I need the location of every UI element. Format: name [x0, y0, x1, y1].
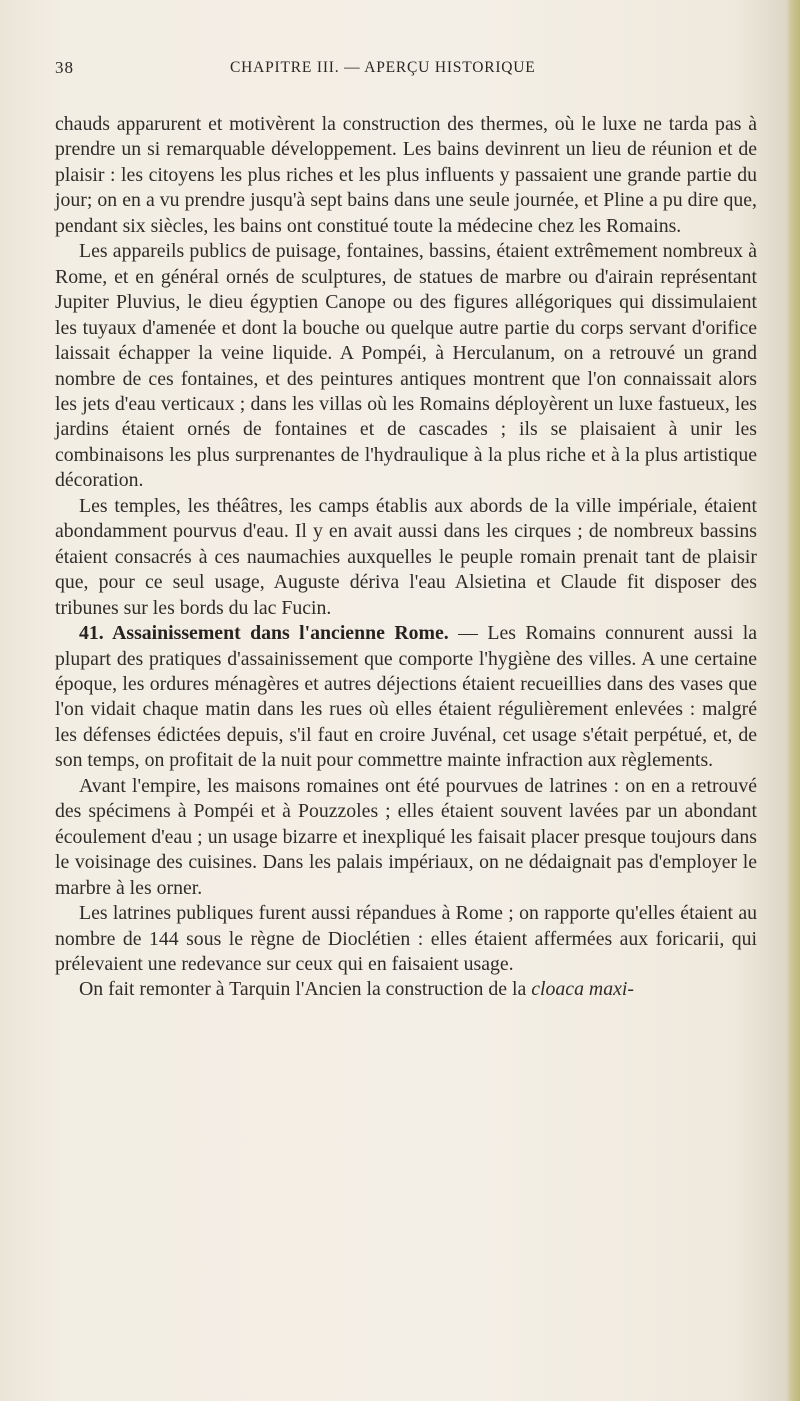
section-heading: 41. Assainissement dans l'ancienne Rome. [79, 622, 449, 645]
section-paragraph [55, 621, 757, 774]
page-edge-shadow [786, 0, 800, 1401]
paragraph: Les appareils publics de puisage, fontaines, bassins, étaient extrêmement nombreux à Rome, et en général ornés de sculptures, de statues de marbre ou d'airain représentant Jupiter Pluvius, le dieu égyptien Canope ou des figures allégoriques qui dissimulaient les tuyaux d'amenée et dont la bouche ou quelque autre partie du corps servant d'orifice laissait échapper la veine liquide. A Pompéi, à Herculanum, on a retrouvé un grand nombre de ces fontaines, et des peintures antiques montrent que l'on connaissait alors les jets d'eau verticaux ; dans les villas où les Romains déployèrent un luxe fastueux, les jardins étaient ornés de fontaines et de cascades ; ils se plaisaient à unir les combinaisons les plus surprenantes de l'hydraulique à la plus riche et à la plus artistique décoration. [55, 240, 757, 492]
paragraph: chauds apparurent et motivèrent la construction des thermes, où le luxe ne tarda pas à prendre un si remarquable développement. Les bains devinrent un lieu de réunion et de plaisir : les citoyens les plus riches et les plus influents y passaient une grande partie du jour; on en a vu prendre jusqu'à sept bains dans une seule journée, et Pline a pu dire que, pendant six siècles, les bains ont constitué toute la médecine chez les Romains. [55, 113, 757, 237]
body-text [55, 112, 757, 1003]
last-paragraph [55, 977, 757, 1002]
last-line-italic: cloaca maxi- [531, 978, 634, 1001]
section-text: — Les Romains connurent aussi la plupart des pratiques d'assainissement que comporte l'hygiène des villes. A une certaine époque, les ordures ménagères et autres déjections étaient recueillies dans des vases que l'on vidait chaque matin dans les rues où elles étaient régulièrement enlevées : malgré les défenses édictées depuis, s'il faut en croire Juvénal, cet usage s'était perpétué, et, de son temps, on profitait de la nuit pour commettre mainte infraction aux règlements. [55, 622, 757, 772]
last-line-text: On fait remonter à Tarquin l'Ancien la construction de la [79, 978, 532, 1001]
page-header [55, 58, 755, 84]
paragraph: Les temples, les théâtres, les camps établis aux abords de la ville impériale, étaient abondamment pourvus d'eau. Il y en avait aussi dans les cirques ; de nombreux bassins étaient consacrés à ces naumachies auxquelles le peuple romain prenait tant de plaisir que, pour ce seul usage, Auguste dériva l'eau Alsietina et Claude fit disposer des tribunes sur les bords du lac Fucin. [55, 494, 757, 619]
running-head: CHAPITRE III. — APERÇU HISTORIQUE [230, 59, 536, 76]
paragraph: Avant l'empire, les maisons romaines ont été pourvues de latrines : on en a retrouvé des spécimens à Pompéi et à Pouzzoles ; elles étaient souvent lavées par un abondant écoulement d'eau ; un usage bizarre et inexpliqué les faisait placer presque toujours dans le voisinage des cuisines. Dans les palais impériaux, on ne dédaignait pas d'employer le marbre à les orner. [55, 774, 757, 899]
paragraph: Les latrines publiques furent aussi répandues à Rome ; on rapporte qu'elles étaient au nombre de 144 sous le règne de Dioclétien : elles étaient affermées aux foricarii, qui prélevaient une redevance sur ceux qui en faisaient usage. [55, 902, 757, 975]
page-number: 38 [55, 58, 74, 77]
